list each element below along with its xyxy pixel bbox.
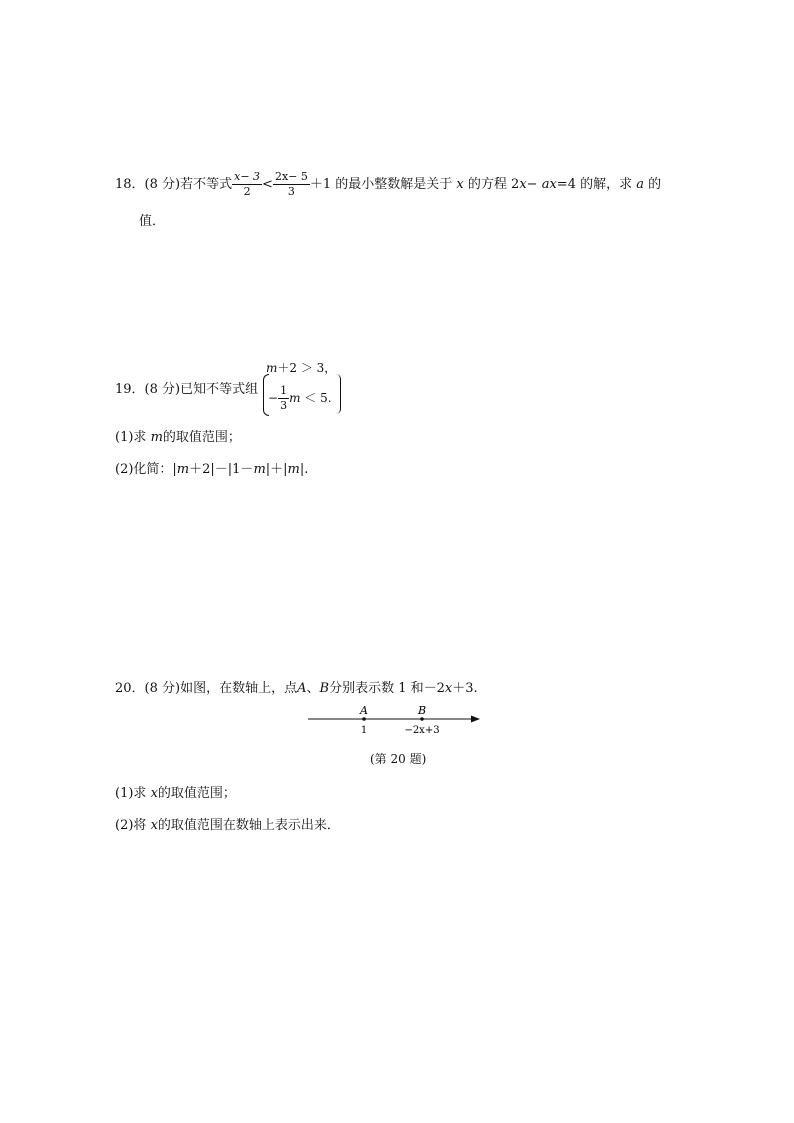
question-19-part-1 [115,426,241,445]
question-number: 19． [115,382,145,397]
number-line-arrowhead [471,716,480,723]
term-ax: ax [541,177,557,192]
fraction-denominator: 3 [280,399,288,412]
figure-caption: (第 20 题) [370,752,427,766]
fraction-1-numerator: x− 3 [234,170,261,183]
variable-m: m [266,361,278,375]
question-18-line-2: 值． [139,214,166,229]
question-19-part-2 [115,458,308,477]
question-text: ＋3. [452,681,478,696]
system-right-brace [336,374,341,414]
part-suffix: 的取值范围； [162,430,241,445]
fraction-2-numerator: 2x− 5 [274,170,308,183]
point-label-a: A [297,681,307,696]
question-19 [115,378,258,397]
axis-point-label-b: B [417,704,427,717]
expression-text: ＋2|－|1－ [189,462,254,477]
part-suffix: 的取值范围； [157,786,236,801]
question-text: 的 [648,177,662,192]
axis-value-a: 1 [360,725,368,736]
question-text: ＋1 的最小整数解是关于 [309,177,453,192]
fraction-numerator: 1 [280,384,288,397]
minus-sign: − [268,391,279,405]
fraction-1-denominator: 2 [243,185,251,198]
expression-text: |. [299,462,309,477]
fraction-one-third [278,384,289,413]
part-prefix: (2)化简：| [115,462,177,477]
question-20-part-2 [115,814,340,833]
variable-m: m [289,391,301,405]
question-20 [115,677,478,696]
question-20-part-1 [115,782,236,801]
system-line-2 [268,384,332,413]
question-lead: 若不等式 [180,177,233,192]
question-score: (8 分) [144,681,181,696]
expression-text: |＋| [265,462,288,477]
part-prefix: (2)将 [115,818,147,833]
part-prefix: (1)求 [115,786,147,801]
point-a-dot [362,717,366,721]
variable-m: m [150,430,163,445]
part-prefix: (1)求 [115,430,147,445]
point-b-dot [420,717,424,721]
part-suffix: 的取值范围在数轴上表示出来． [157,818,340,833]
question-lead: 已知不等式组 [180,382,259,397]
question-18 [115,170,661,199]
variable-m: m [253,462,266,477]
question-score: (8 分) [144,177,181,192]
variable-x: x [150,786,158,801]
question-text: 的方程 2 [467,177,520,192]
variable-a: a [636,177,644,192]
question-number: 20． [115,681,145,696]
point-label-b: B [319,681,330,696]
minus-sign: − [526,177,538,192]
fraction-2 [273,170,310,199]
inequality-1-text: ＋2 ＞ 3， [277,361,337,375]
variable-m: m [176,462,190,477]
question-text: 分别表示数 1 和－2 [329,681,445,696]
less-than-sign: < [262,177,273,192]
separator: 、 [306,681,320,696]
variable-x: x [456,177,464,192]
number-line-figure [300,700,490,744]
fraction-2-denominator: 3 [287,185,295,198]
question-text: =4 的解，求 [556,177,633,192]
axis-value-b: −2x+3 [404,725,440,736]
fraction-1 [232,170,262,199]
variable-x: x [150,818,158,833]
variable-m: m [287,462,300,477]
variable-x: x [444,681,453,696]
question-score: (8 分) [144,382,181,397]
inequality-2-text: ＜ 5. [304,391,332,405]
variable-x: x [519,177,527,192]
axis-point-label-a: A [360,704,368,717]
question-text: 如图，在数轴上，点 [180,681,298,696]
system-line-1 [266,359,336,376]
question-number: 18． [115,177,145,192]
